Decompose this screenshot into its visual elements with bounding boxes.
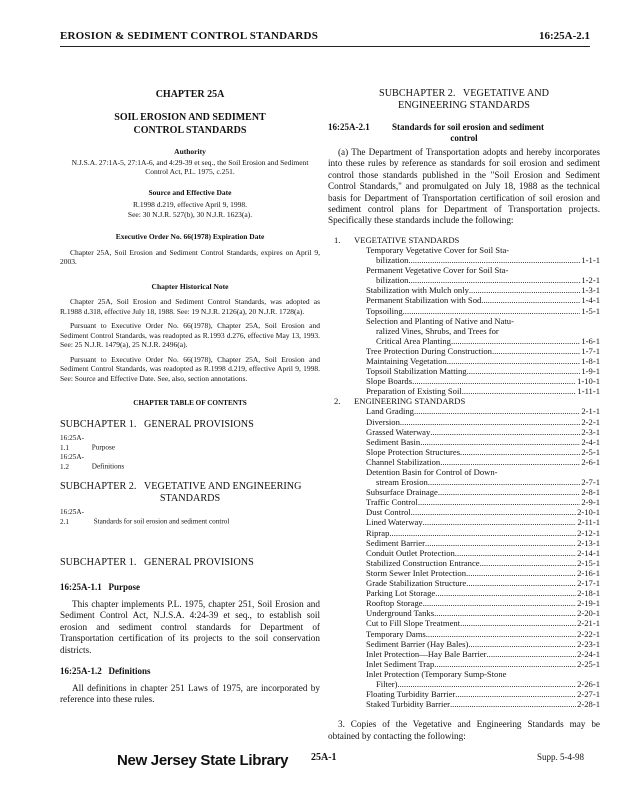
exec-order-text: Chapter 25A, Soil Erosion and Sediment Control Standards, expires on April 9, 2003. (60, 247, 320, 266)
list-item[interactable] (328, 376, 600, 386)
leader-dots (438, 487, 581, 497)
toc-heading: CHAPTER TABLE OF CONTENTS (133, 399, 247, 407)
list-item[interactable] (328, 588, 600, 598)
list-item[interactable] (328, 437, 600, 447)
page-number: 25A-1 (311, 752, 337, 763)
historical-note-p1: Chapter 25A, Soil Erosion and Sediment Control Standards, was adopted as R.1988 d.318, effective July 18, 1988. See: 19 N.J.R. 2126(a), 20 N.J.R. 1728(a). (60, 297, 320, 316)
section-2-1-number: 16:25A-2.1 (328, 122, 370, 132)
list-item-page: 1-2-1 (581, 275, 600, 286)
leader-dots (455, 689, 576, 699)
left-column (60, 88, 320, 706)
leader-dots (408, 255, 580, 265)
authority-text: N.J.S.A. 27:1A-5, 27:1A-6, and 4:29-39 et seq., the Soil Erosion and Sediment Control Act, P.L. 1975, c.251. (71, 157, 309, 176)
list-item[interactable] (328, 386, 600, 396)
list-item-page: 2-10-1 (577, 507, 600, 518)
list-item[interactable] (328, 417, 600, 427)
section-2-1-title-line1: Standards for soil erosion and sediment (392, 122, 544, 132)
leader-dots (426, 629, 576, 639)
list-item-text: Temporary Vegetative Cover for Soil Sta- (366, 244, 510, 255)
list-item-label: Subsurface Drainage (366, 487, 438, 498)
section-1-2-heading: 16:25A-1.2 Definitions (60, 666, 151, 677)
historical-note-p2: Pursuant to Executive Order No. 66(1978), Chapter 25A, Soil Erosion and Sediment Control Standards, was readopted as R.1993 d.276, effective May 13, 1993. See: 25 N.J.R. 1479(a), 25 N.J.R. 2496(a). (60, 321, 320, 349)
list-item-page: 2-5-1 (581, 446, 600, 457)
list-item-page: 2-15-1 (577, 557, 600, 568)
list-item-label: Cut to Fill Slope Treatment (366, 618, 461, 629)
list-item-page: 2-7-1 (581, 477, 600, 488)
list-heading-engineering: 2. ENGINEERING STANDARDS (334, 396, 466, 407)
leader-dots (411, 507, 576, 517)
leader-dots (460, 447, 580, 457)
section-2-1-heading (328, 122, 600, 144)
subchapter2-heading-line2: ENGINEERING STANDARDS (398, 100, 530, 111)
list-item[interactable] (328, 477, 600, 487)
list-item-page: 2-4-1 (581, 436, 600, 447)
list-item-page: 2-26-1 (577, 678, 600, 689)
list-item-label: Storm Sewer Inlet Protection (366, 567, 467, 578)
list-item-text: ralized Vines, Shrubs, and Trees for (376, 325, 499, 336)
list-item-page: 2-17-1 (577, 578, 600, 589)
toc-list-1 (60, 434, 320, 472)
leader-dots (466, 568, 576, 578)
list-item[interactable] (328, 568, 600, 578)
list-item-page: 2-21-1 (577, 618, 600, 629)
list-item[interactable] (328, 255, 600, 265)
list-item[interactable] (328, 517, 600, 527)
list-item-page: 2-27-1 (577, 689, 600, 700)
list-item[interactable] (328, 629, 600, 639)
list-item-page: 2-24-1 (577, 648, 600, 659)
list-item-label: Dust Control (366, 507, 411, 518)
list-item[interactable] (328, 639, 600, 649)
leader-dots (455, 548, 576, 558)
list-item-label: Temporary Dams (366, 628, 426, 639)
exec-order-heading: Executive Order No. 66(1978) Expiration Date (115, 232, 265, 241)
list-item[interactable] (328, 346, 600, 356)
leader-dots (414, 406, 580, 416)
list-item-page: 2-18-1 (577, 588, 600, 599)
leader-dots (447, 356, 581, 366)
list-item[interactable] (328, 366, 600, 376)
list-item-page: 1-3-1 (581, 285, 600, 296)
authority-heading: Authority (174, 147, 206, 156)
list-item-page: 1-1-1 (581, 255, 600, 266)
source-line2: See: 30 N.J.R. 527(b), 30 N.J.R. 1623(a). (127, 209, 253, 219)
leader-dots (403, 306, 581, 316)
leader-dots (467, 366, 581, 376)
list-item[interactable] (328, 578, 600, 588)
leader-dots (451, 336, 580, 346)
toc-subchapter2-line2: STANDARDS (159, 493, 221, 504)
list-item[interactable] (328, 538, 600, 548)
toc-item[interactable]: 16:25A-1.1 Purpose (60, 434, 115, 452)
subchapter1-heading: SUBCHAPTER 1. GENERAL PROVISIONS (60, 557, 254, 568)
source-heading: Source and Effective Date (148, 187, 232, 197)
item-3-text: 3. Copies of the Vegetative and Engineering Standards may be obtained by contacting the following: (328, 719, 600, 741)
list-item-page: 2-13-1 (577, 537, 600, 548)
list-item-label: Conduit Outlet Protection (366, 547, 455, 558)
list-item-page: 1-9-1 (581, 366, 600, 377)
list-item[interactable] (328, 598, 600, 608)
header-section-number: 16:25A-2.1 (538, 30, 590, 42)
section-2-1-text: (a) The Department of Transportation adopts and hereby incorporates into these rules by reference as standards for soil erosion and sediment control those standards published in the "Soil Erosion and Sediment Control Standards," and promulgated on July 18, 1988 as the technical basis for Department of Transportation certification of soil erosion and sediment control plans for Department of Transportation projects. Specifically these standards include the following: (328, 147, 600, 226)
leader-dots (420, 437, 580, 447)
leader-dots (408, 275, 580, 285)
historical-note-p3: Pursuant to Executive Order No. 66(1978), Chapter 25A, Soil Erosion and Sediment Control Standards, was readopted as R.1998 d.219, effective April 9, 1998. See: Source and Effective Date. See, also, section annotations. (60, 354, 320, 383)
toc-subchapter1: SUBCHAPTER 1. GENERAL PROVISIONS (60, 419, 254, 430)
leader-dots (435, 588, 576, 598)
list-item[interactable] (328, 507, 600, 517)
list-item-text: Detention Basin for Control of Down- (366, 467, 498, 477)
list-item-page: 1-8-1 (581, 355, 600, 366)
leader-dots (440, 457, 580, 467)
list-item[interactable] (328, 618, 600, 628)
list-item-label: Sediment Barrier (366, 537, 425, 548)
leader-dots (418, 497, 581, 507)
list-item-text: Selection and Planting of Native and Natu- (366, 315, 514, 326)
leader-dots (434, 659, 576, 669)
list-item[interactable] (328, 306, 600, 316)
list-item-label: Underground Tanks (366, 608, 435, 619)
section-1-2-text: All definitions in chapter 251 Laws of 1975, are incorporated by reference into these rules. (60, 683, 320, 705)
list-item-page: 2-8-1 (581, 487, 600, 498)
list-item-label: bilization (376, 255, 409, 266)
list-item-label: Topsoiling (366, 305, 403, 316)
list-item-page: 2-25-1 (577, 658, 600, 669)
list-item-page: 2-9-1 (581, 497, 600, 508)
standards-list (328, 235, 600, 709)
list-item[interactable] (328, 608, 600, 618)
supplement-date: Supp. 5-4-98 (537, 752, 584, 762)
leader-dots (462, 386, 577, 396)
list-item-page: 2-28-1 (577, 699, 600, 710)
list-item-label: bilization (376, 275, 409, 286)
header-title: EROSION & SEDIMENT CONTROL STANDARDS (60, 30, 319, 42)
list-item-page: 2-6-1 (581, 456, 600, 467)
list-item-page: 2-16-1 (577, 567, 600, 578)
list-item[interactable] (328, 447, 600, 457)
list-item-label: Topsoil Stabilization Matting (366, 366, 467, 377)
leader-dots (428, 477, 581, 487)
list-item[interactable] (328, 497, 600, 507)
toc-item[interactable]: 16:25A-1.2 Definitions (60, 453, 125, 471)
leader-dots (397, 679, 576, 689)
leader-dots (412, 376, 576, 386)
list-item-label: Inlet Sediment Trap (366, 658, 435, 669)
section-1-1-heading: 16:25A-1.1 Purpose (60, 582, 140, 592)
list-item-label: Riprap (366, 527, 390, 538)
leader-dots (423, 598, 577, 608)
list-item-label: stream Erosion (376, 477, 428, 488)
list-item[interactable] (328, 649, 600, 659)
list-item-text: Inlet Protection (Temporary Sump-Stone (366, 668, 507, 679)
list-item-page: 2-19-1 (577, 598, 600, 609)
list-item-label: Stabilized Construction Entrance (366, 557, 480, 568)
toc-item[interactable]: 16:25A-2.1 Standards for soil erosion and sediment control (60, 508, 230, 526)
leader-dots (466, 578, 576, 588)
list-item-page: 1-6-1 (581, 335, 600, 346)
list-item-page: 2-14-1 (577, 547, 600, 558)
list-item[interactable] (328, 679, 600, 689)
list-item-label: Sediment Basin (366, 436, 421, 447)
list-item[interactable] (328, 659, 600, 669)
list-item[interactable] (328, 275, 600, 285)
list-item[interactable] (328, 487, 600, 497)
list-item-page: 2-12-1 (577, 527, 600, 538)
leader-dots (434, 608, 576, 618)
leader-dots (450, 699, 576, 709)
list-item-page: 1-7-1 (581, 345, 600, 356)
list-item-label: Slope Boards (366, 376, 413, 387)
list-item[interactable] (328, 699, 600, 709)
list-heading-vegetative: 1. VEGETATIVE STANDARDS (334, 234, 460, 245)
list-item[interactable] (328, 295, 600, 305)
list-item[interactable] (328, 548, 600, 558)
leader-dots (480, 558, 576, 568)
running-header (60, 30, 590, 47)
toc-subchapter2-line1: SUBCHAPTER 2. VEGETATIVE AND ENGINEERING (60, 481, 302, 492)
section-2-1-title-line2: control (450, 133, 478, 143)
list-item-label: Sediment Barrier (Hay Bales) (366, 638, 469, 649)
historical-note-heading: Chapter Historical Note (151, 281, 229, 291)
section-1-1-text: This chapter implements P.L. 1975, chapter 251, Soil Erosion and Sediment Control Act, N.J.S.A. 4:24-39 et seq., to establish soil erosion and sediment control standards for Department of Transportation certification of its projects to the soil conservation districts. (60, 599, 320, 655)
leader-dots (469, 285, 580, 295)
list-item-page: 2-1-1 (581, 406, 600, 417)
list-item-page: 1-10-1 (577, 376, 600, 387)
list-item-page: 1-4-1 (581, 295, 600, 306)
vegetative-items (328, 245, 600, 396)
leader-dots (400, 417, 580, 427)
list-item[interactable] (328, 558, 600, 568)
leader-dots (492, 346, 580, 356)
list-item-label: Grade Stabilization Structure (366, 578, 467, 589)
list-item-label: Traffic Control (366, 497, 418, 508)
list-item-label: Diversion (366, 416, 400, 427)
chapter-title-line1: SOIL EROSION AND SEDIMENT (114, 112, 266, 123)
chapter-title-line2: CONTROL STANDARDS (133, 125, 247, 136)
library-stamp: New Jersey State Library (117, 752, 289, 769)
leader-dots (460, 618, 576, 628)
list-item-page: 2-2-1 (581, 416, 600, 427)
list-item-text: Permanent Vegetative Cover for Soil Sta- (366, 265, 509, 276)
leader-dots (425, 538, 576, 548)
list-item-label: Lined Waterway (366, 517, 423, 528)
source-line1: R.1998 d.219, effective April 9, 1998. (132, 200, 247, 209)
leader-dots (430, 427, 580, 437)
toc-list-2 (60, 508, 320, 527)
list-item-label: Staked Turbidity Barrier (366, 699, 451, 710)
list-item-label: Grassed Waterway (366, 426, 431, 437)
leader-dots (389, 528, 576, 538)
list-item[interactable] (328, 356, 600, 366)
list-item[interactable] (328, 285, 600, 295)
list-item-page: 1-11-1 (577, 386, 600, 397)
list-item-page: 2-22-1 (577, 628, 600, 639)
leader-dots (487, 649, 577, 659)
list-item-label: Maintaining Vegetation (366, 355, 447, 366)
list-item[interactable] (328, 406, 600, 416)
leader-dots (423, 517, 577, 527)
list-item-label: Inlet Protection—Hay Bale Barrier (366, 648, 487, 659)
engineering-items (328, 406, 600, 709)
list-item-label: Filter) (376, 678, 398, 689)
list-item-label: Preparation of Existing Soil (366, 386, 462, 397)
list-item-page: 2-20-1 (577, 608, 600, 619)
list-item-page: 2-11-1 (577, 517, 600, 528)
leader-dots (468, 639, 576, 649)
subchapter2-heading-line1: SUBCHAPTER 2. VEGETATIVE AND (379, 88, 549, 99)
chapter-number: CHAPTER 25A (155, 89, 225, 100)
list-item-label: Channel Stabilization (366, 456, 441, 467)
list-item-label: Rooftop Storage (366, 598, 423, 609)
list-item[interactable] (328, 689, 600, 699)
leader-dots (481, 295, 580, 305)
right-column (328, 88, 600, 742)
list-item[interactable] (328, 427, 600, 437)
list-item-label: Critical Area Planting (376, 335, 451, 346)
list-item[interactable] (328, 336, 600, 346)
list-item[interactable] (328, 457, 600, 467)
list-item-label: Slope Protection Structures (366, 446, 461, 457)
list-item-label: Permanent Stabilization with Sod (366, 295, 482, 306)
list-item-page: 1-5-1 (581, 305, 600, 316)
list-item-label: Floating Turbidity Barrier (366, 689, 456, 700)
list-item-page: 2-23-1 (577, 638, 600, 649)
list-item[interactable] (328, 528, 600, 538)
list-item-label: Land Grading (366, 406, 414, 417)
list-item-label: Parking Lot Storage (366, 588, 436, 599)
list-item-page: 2-3-1 (581, 426, 600, 437)
list-item-label: Tree Protection During Construction (366, 345, 492, 356)
list-item-label: Stabilization with Mulch only (366, 285, 469, 296)
